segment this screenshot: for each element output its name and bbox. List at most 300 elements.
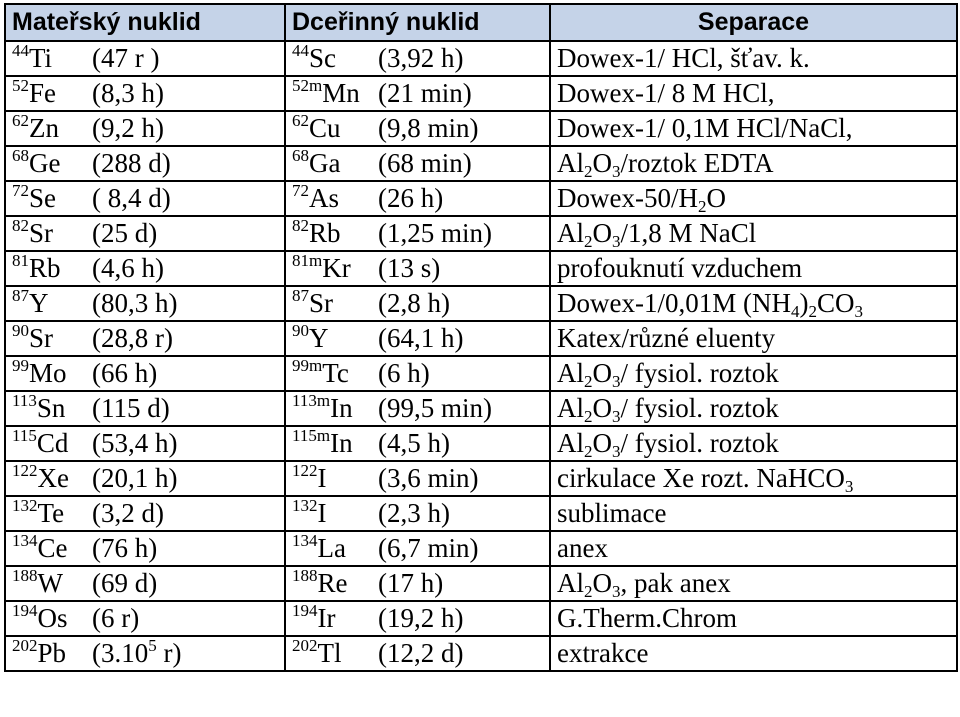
daughter-nuclide-cell: [285, 496, 550, 531]
parent-nuclide: [12, 111, 284, 143]
element-symbol: Sr: [29, 218, 54, 248]
nuclide-symbol: [12, 356, 92, 388]
separation-cell: [550, 321, 957, 356]
parent-nuclide: [12, 41, 284, 73]
parent-nuclide: [12, 601, 284, 633]
element-symbol: Re: [317, 568, 348, 598]
formula-subscript: 2: [584, 582, 593, 601]
formula-subscript: 3: [854, 302, 863, 321]
mass-number: 122: [292, 461, 318, 480]
parent-nuclide: [12, 391, 284, 423]
separation-text: Al: [557, 358, 584, 388]
half-life: [92, 535, 157, 562]
element-symbol: I: [317, 463, 327, 493]
separation-text: anex: [557, 533, 608, 563]
half-life: [378, 640, 463, 667]
element-symbol: In: [330, 393, 353, 423]
daughter-nuclide: [292, 286, 549, 318]
separation-text: / fysiol. roztok: [620, 358, 779, 388]
half-life: [92, 605, 139, 632]
parent-nuclide-cell: [5, 461, 285, 496]
nuclide-symbol: [12, 461, 92, 493]
mass-number: 81m: [292, 251, 323, 270]
half-life-value: (17 h): [378, 568, 444, 598]
half-life: [378, 45, 463, 72]
daughter-nuclide: [292, 426, 549, 458]
element-symbol: Cu: [309, 113, 341, 143]
separation-text: /roztok EDTA: [620, 148, 774, 178]
half-life: [92, 430, 177, 457]
half-life: [92, 80, 164, 107]
table-row: [5, 41, 957, 76]
formula-subscript: 2: [584, 407, 593, 426]
nuclide-symbol: [12, 216, 92, 248]
separation-text: G.Therm.Chrom: [557, 603, 737, 633]
half-life-value: (47 r ): [92, 43, 160, 73]
separation-text: Al: [557, 218, 584, 248]
separation-cell: [550, 356, 957, 391]
separation-cell: [550, 76, 957, 111]
nuclide-symbol: [292, 321, 378, 353]
nuclide-symbol: [12, 76, 92, 108]
mass-number: 115m: [292, 426, 331, 445]
separation-text: cirkulace Xe rozt. NaHCO: [557, 463, 845, 493]
element-symbol: Rb: [309, 218, 341, 248]
table-row: [5, 601, 957, 636]
parent-nuclide: [12, 181, 284, 213]
half-life-value: (9,8 min): [378, 113, 479, 143]
half-life: [378, 255, 440, 282]
nuclide-symbol: [12, 111, 92, 143]
separation-cell: [550, 531, 957, 566]
daughter-nuclide-cell: [285, 391, 550, 426]
half-life: [92, 636, 182, 668]
element-symbol: Mn: [322, 78, 360, 108]
separation-text: O: [592, 148, 612, 178]
half-life: [378, 500, 450, 527]
mass-number: 134: [12, 531, 38, 550]
half-life-value: (2,3 h): [378, 498, 450, 528]
element-symbol: Se: [29, 183, 56, 213]
separation-text: Dowex-1/ 0,1M HCl/NaCl,: [557, 113, 853, 143]
parent-nuclide-cell: [5, 181, 285, 216]
separation-cell: [550, 111, 957, 146]
mass-number: 132: [12, 496, 38, 515]
nuclide-symbol: [12, 321, 92, 353]
nuclide-symbol: [292, 216, 378, 248]
element-symbol: Mo: [29, 358, 67, 388]
half-life: [378, 465, 479, 492]
formula-subscript: 2: [697, 197, 707, 216]
parent-nuclide-cell: [5, 146, 285, 181]
mass-number: 90: [12, 321, 29, 340]
half-life-value: (4,6 h): [92, 253, 164, 283]
formula-subscript: 4: [790, 302, 800, 321]
nuclide-symbol: [12, 636, 92, 668]
header-row: [5, 4, 957, 41]
mass-number: 113: [12, 391, 37, 410]
separation-text: CO: [816, 288, 855, 318]
element-symbol: Tl: [317, 638, 342, 668]
separation-text: O: [592, 218, 612, 248]
half-life: [378, 360, 430, 387]
formula-subscript: 3: [612, 372, 621, 391]
element-symbol: As: [309, 183, 340, 213]
daughter-nuclide: [292, 601, 549, 633]
daughter-nuclide-cell: [285, 531, 550, 566]
half-life-value: (3,2 d): [92, 498, 164, 528]
half-life: [378, 220, 492, 247]
table-row: [5, 531, 957, 566]
half-life: [92, 360, 157, 387]
mass-number: 62: [12, 111, 29, 130]
daughter-nuclide: [292, 496, 549, 528]
nuclide-symbol: [292, 111, 378, 143]
half-life-value: (3,92 h): [378, 43, 464, 73]
mass-number: 202: [292, 636, 318, 655]
element-symbol: Ir: [317, 603, 336, 633]
formula-subscript: 2: [584, 372, 593, 391]
parent-nuclide: [12, 76, 284, 108]
mass-number: 52: [12, 76, 29, 95]
parent-nuclide-cell: [5, 426, 285, 461]
nuclide-symbol: [292, 181, 378, 213]
element-symbol: Ge: [29, 148, 61, 178]
daughter-nuclide-cell: [285, 321, 550, 356]
parent-nuclide-cell: [5, 111, 285, 146]
half-life-value: (288 d): [92, 148, 171, 178]
parent-nuclide-cell: [5, 531, 285, 566]
nuclide-symbol: [292, 356, 378, 388]
nuclide-symbol: [292, 531, 378, 563]
element-symbol: Sr: [309, 288, 334, 318]
element-symbol: Ti: [29, 43, 53, 73]
separation-cell: [550, 461, 957, 496]
daughter-nuclide: [292, 216, 549, 248]
nuclide-symbol: [12, 391, 92, 423]
half-life: [378, 290, 450, 317]
half-life: [92, 500, 164, 527]
header-parent-nuclide: Mateřský nuklid: [5, 4, 285, 41]
separation-text: Dowex-50/H: [557, 183, 698, 213]
mass-number: 188: [12, 566, 38, 585]
half-life-value: (20,1 h): [92, 463, 178, 493]
nuclide-symbol: [292, 286, 378, 318]
daughter-nuclide: [292, 111, 549, 143]
nuclide-symbol: [12, 426, 92, 458]
daughter-nuclide: [292, 461, 549, 493]
half-life-value: (115 d): [92, 393, 170, 423]
element-symbol: Zn: [29, 113, 59, 143]
nuclide-symbol: [292, 426, 378, 458]
separation-cell: [550, 251, 957, 286]
separation-text: / fysiol. roztok: [620, 393, 779, 423]
table-row: [5, 251, 957, 286]
half-life-value: (53,4 h): [92, 428, 178, 458]
table-row: [5, 111, 957, 146]
nuclide-symbol: [292, 251, 378, 283]
daughter-nuclide: [292, 321, 549, 353]
daughter-nuclide-cell: [285, 461, 550, 496]
separation-cell: [550, 146, 957, 181]
mass-number: 68: [12, 146, 29, 165]
element-symbol: Y: [29, 288, 49, 318]
formula-subscript: 3: [612, 442, 621, 461]
nuclide-symbol: [12, 181, 92, 213]
formula-subscript: 2: [584, 162, 593, 181]
parent-nuclide-cell: [5, 216, 285, 251]
half-life-exponent: 5: [148, 636, 157, 655]
half-life: [92, 570, 157, 597]
daughter-nuclide: [292, 531, 549, 563]
half-life: [378, 325, 463, 352]
nuclide-symbol: [12, 601, 92, 633]
element-symbol: Cd: [36, 428, 69, 458]
element-symbol: Y: [309, 323, 329, 353]
element-symbol: Ce: [37, 533, 68, 563]
daughter-nuclide-cell: [285, 356, 550, 391]
table-row: [5, 216, 957, 251]
separation-text: extrakce: [557, 638, 649, 668]
half-life-value: (19,2 h): [378, 603, 464, 633]
half-life: [378, 430, 450, 457]
separation-text: / fysiol. roztok: [620, 428, 779, 458]
half-life: [378, 150, 472, 177]
half-life-value: (99,5 min): [378, 393, 492, 423]
half-life: [378, 395, 492, 422]
daughter-nuclide: [292, 391, 549, 423]
half-life-value: (8,3 h): [92, 78, 164, 108]
daughter-nuclide-cell: [285, 146, 550, 181]
element-symbol: I: [317, 498, 327, 528]
separation-text: profouknutí vzduchem: [557, 253, 803, 283]
daughter-nuclide-cell: [285, 566, 550, 601]
mass-number: 62: [292, 111, 309, 130]
parent-nuclide: [12, 636, 284, 668]
parent-nuclide: [12, 531, 284, 563]
nuclide-symbol: [292, 76, 378, 108]
half-life-value: (1,25 min): [378, 218, 492, 248]
half-life: [92, 115, 164, 142]
parent-nuclide: [12, 356, 284, 388]
daughter-nuclide: [292, 251, 549, 283]
parent-nuclide-cell: [5, 286, 285, 321]
separation-text: Dowex-1/0,01M (NH: [557, 288, 791, 318]
separation-text: , pak anex: [620, 568, 731, 598]
parent-nuclide-cell: [5, 601, 285, 636]
element-symbol: Xe: [37, 463, 69, 493]
formula-subscript: 3: [844, 477, 854, 496]
nuclide-symbol: [12, 286, 92, 318]
formula-subscript: 3: [612, 407, 621, 426]
mass-number: 99: [12, 356, 29, 375]
separation-cell: [550, 496, 957, 531]
table-row: [5, 286, 957, 321]
nuclide-symbol: [292, 601, 378, 633]
parent-nuclide: [12, 216, 284, 248]
separation-text: Dowex-1/ 8 M HCl,: [557, 78, 775, 108]
nuclide-symbol: [12, 531, 92, 563]
half-life: [378, 605, 463, 632]
half-life: [378, 535, 479, 562]
parent-nuclide-cell: [5, 321, 285, 356]
nuclide-symbol: [12, 566, 92, 598]
nuclide-symbol: [12, 251, 92, 283]
element-symbol: Sr: [29, 323, 54, 353]
half-life: [92, 185, 171, 212]
daughter-nuclide-cell: [285, 41, 550, 76]
nuclide-symbol: [292, 391, 378, 423]
daughter-nuclide: [292, 41, 549, 73]
element-symbol: Pb: [37, 638, 67, 668]
separation-text: Al: [557, 568, 584, 598]
separation-text: O: [592, 428, 612, 458]
element-symbol: Sn: [36, 393, 66, 423]
mass-number: 194: [12, 601, 38, 620]
half-life: [92, 45, 159, 72]
half-life-value: (69 d): [92, 568, 158, 598]
daughter-nuclide-cell: [285, 251, 550, 286]
element-symbol: Tc: [322, 358, 349, 388]
separation-cell: [550, 391, 957, 426]
half-life-value: (25 d): [92, 218, 158, 248]
mass-number: 132: [292, 496, 318, 515]
separation-cell: [550, 41, 957, 76]
nuclide-symbol: [292, 566, 378, 598]
mass-number: 81: [12, 251, 29, 270]
half-life-value: (66 h): [92, 358, 158, 388]
mass-number: 90: [292, 321, 309, 340]
table-row: [5, 181, 957, 216]
half-life-value: (4,5 h): [378, 428, 450, 458]
mass-number: 82: [12, 216, 29, 235]
mass-number: 87: [12, 286, 29, 305]
separation-cell: [550, 566, 957, 601]
element-symbol: Te: [37, 498, 65, 528]
parent-nuclide-cell: [5, 566, 285, 601]
daughter-nuclide: [292, 636, 549, 668]
separation-text: Katex/různé eluenty: [557, 323, 776, 353]
parent-nuclide: [12, 496, 284, 528]
parent-nuclide-cell: [5, 356, 285, 391]
mass-number: 72: [292, 181, 309, 200]
parent-nuclide-cell: [5, 41, 285, 76]
half-life: [92, 325, 173, 352]
mass-number: 115: [12, 426, 37, 445]
separation-text: Dowex-1/ HCl, šťav. k.: [557, 43, 810, 73]
table-row: [5, 146, 957, 181]
half-life: [92, 395, 170, 422]
table-body: [5, 41, 957, 671]
formula-subscript: 3: [612, 582, 621, 601]
separation-cell: [550, 601, 957, 636]
daughter-nuclide-cell: [285, 636, 550, 671]
mass-number: 44: [12, 41, 29, 60]
parent-nuclide-cell: [5, 76, 285, 111]
parent-nuclide: [12, 146, 284, 178]
element-symbol: Kr: [322, 253, 351, 283]
mass-number: 87: [292, 286, 309, 305]
half-life-value: (6,7 min): [378, 533, 479, 563]
half-life-value: (3,6 min): [378, 463, 479, 493]
mass-number: 68: [292, 146, 309, 165]
daughter-nuclide: [292, 76, 549, 108]
formula-subscript: 3: [612, 232, 621, 251]
half-life-value: (76 h): [92, 533, 158, 563]
half-life: [378, 185, 443, 212]
table-row: [5, 461, 957, 496]
separation-text: O: [592, 568, 612, 598]
parent-nuclide: [12, 251, 284, 283]
mass-number: 52m: [292, 76, 323, 95]
half-life: [378, 80, 472, 107]
mass-number: 99m: [292, 356, 323, 375]
parent-nuclide: [12, 566, 284, 598]
daughter-nuclide: [292, 566, 549, 598]
nuclide-symbol: [292, 496, 378, 528]
half-life: [92, 220, 157, 247]
nuclide-symbol: [292, 41, 378, 73]
half-life: [92, 465, 177, 492]
separation-text: Al: [557, 148, 584, 178]
mass-number: 194: [292, 601, 318, 620]
separation-cell: [550, 216, 957, 251]
header-daughter-nuclide: Dceřinný nuklid: [285, 4, 550, 41]
separation-cell: [550, 636, 957, 671]
formula-subscript: 2: [584, 442, 593, 461]
table-row: [5, 566, 957, 601]
daughter-nuclide-cell: [285, 111, 550, 146]
daughter-nuclide-cell: [285, 181, 550, 216]
mass-number: 202: [12, 636, 38, 655]
formula-subscript: 3: [612, 162, 621, 181]
separation-cell: [550, 181, 957, 216]
nuclide-symbol: [292, 636, 378, 668]
element-symbol: Os: [37, 603, 68, 633]
separation-text: sublimace: [557, 498, 667, 528]
element-symbol: La: [317, 533, 346, 563]
half-life-value: (13 s): [378, 253, 441, 283]
daughter-nuclide-cell: [285, 216, 550, 251]
parent-nuclide: [12, 461, 284, 493]
table-row: [5, 321, 957, 356]
half-life: [92, 255, 164, 282]
half-life-value: (6 h): [378, 358, 430, 388]
half-life: [92, 150, 171, 177]
separation-cell: [550, 286, 957, 321]
formula-subscript: 2: [584, 232, 593, 251]
element-symbol: In: [330, 428, 353, 458]
nuclide-symbol: [12, 41, 92, 73]
daughter-nuclide: [292, 181, 549, 213]
separation-cell: [550, 426, 957, 461]
separation-text: O: [592, 393, 612, 423]
half-life-value: (80,3 h): [92, 288, 178, 318]
half-life: [378, 570, 443, 597]
nuclide-symbol: [12, 496, 92, 528]
nuclide-symbol: [292, 146, 378, 178]
separation-text: O: [706, 183, 726, 213]
parent-nuclide-cell: [5, 251, 285, 286]
daughter-nuclide-cell: [285, 601, 550, 636]
separation-text: ): [799, 288, 809, 318]
parent-nuclide-cell: [5, 636, 285, 671]
element-symbol: Fe: [29, 78, 56, 108]
daughter-nuclide-cell: [285, 286, 550, 321]
table-row: [5, 636, 957, 671]
mass-number: 82: [292, 216, 309, 235]
separation-text: O: [592, 358, 612, 388]
